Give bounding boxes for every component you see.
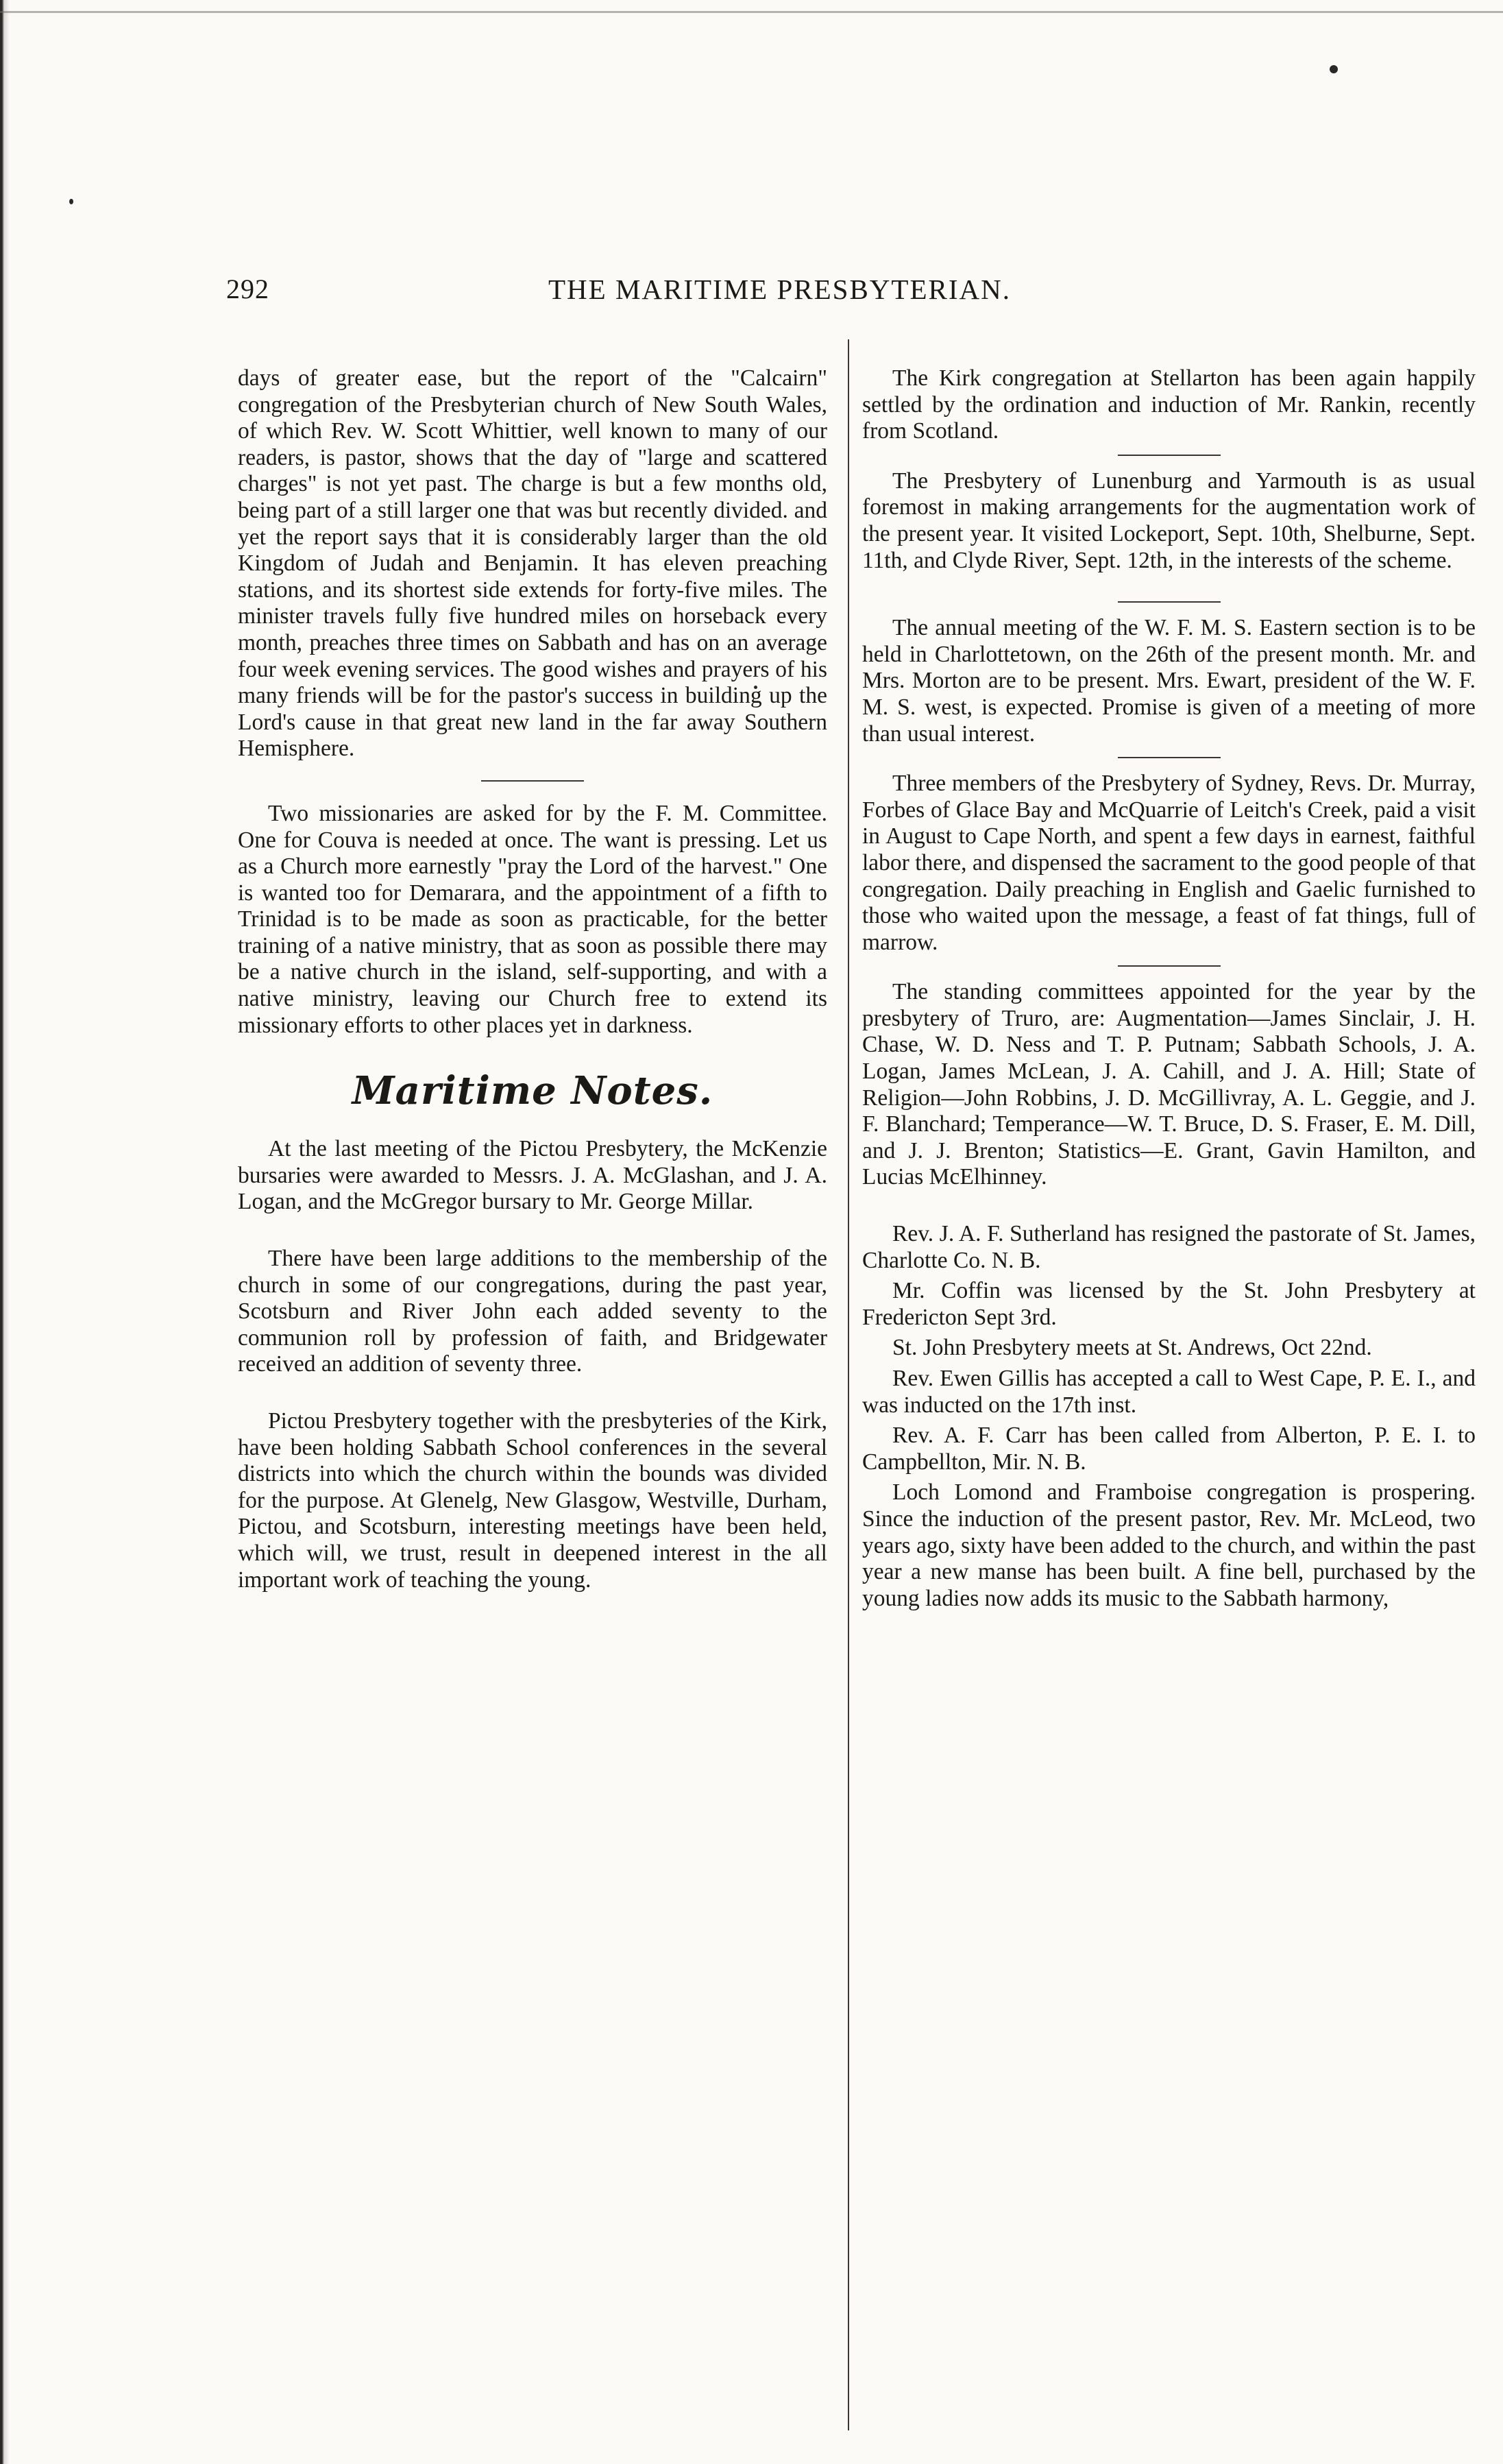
- left-column: [238, 365, 827, 1593]
- news-item: Rev. Ewen Gillis has accepted a call to West Cape, P. E. I., and was inducted on the 17th inst.: [862, 1366, 1476, 1418]
- news-item: Loch Lomond and Framboise congregation is prospering. Since the induction of the present pastor, Rev. Mr. McLeod, two years ago, sixty have been added to the church, and within the past year a new manse has been built. A fine bell, purchased by the young ladies now adds its music to the Sabbath harmony,: [862, 1479, 1476, 1611]
- separator-rule: [1118, 455, 1221, 456]
- article-paragraph: Two missionaries are asked for by the F. M. Committee. One for Couva is needed at once. The want is pressing. Let us as a Church more earnestly "pray the Lord of the harvest." One is wanted too for Demarara, and the appointment of a fifth to Trinidad is to be made as soon as practicable, for the better training of a native ministry, that as soon as possible there may be a native church in the island, self-supporting, and with a native ministry, leaving our Church free to extend its missionary efforts to other places yet in darkness.: [238, 800, 827, 1038]
- scan-edge: [0, 0, 10, 2464]
- news-item: Rev. A. F. Carr has been called from Alberton, P. E. I. to Campbellton, Mir. N. B.: [862, 1423, 1476, 1475]
- page-number: 292: [226, 274, 269, 304]
- news-item: Rev. J. A. F. Sutherland has resigned the pastorate of St. James, Charlotte Co. N. B.: [862, 1221, 1476, 1273]
- section-title: Maritime Notes.: [352, 1068, 713, 1114]
- article-paragraph: The Kirk congregation at Stellarton has been again happily settled by the ordination and induction of Mr. Rankin, recently from Scotland.: [862, 365, 1476, 444]
- article-paragraph: Pictou Presbytery together with the presbyteries of the Kirk, have been holding Sabbath School conferences in the several districts into which the church within the bounds was divided for the purpose. At Glenelg, New Glasgow, Westville, Durham, Pictou, and Scotsburn, interesting meetings have been held, which will, we trust, result in deepened interest in the all important work of teaching the young.: [238, 1408, 827, 1593]
- article-paragraph: The annual meeting of the W. F. M. S. Eastern section is to be held in Charlottetown, on the 26th of the present month. Mr. and Mrs. Morton are to be present. Mrs. Ewart, president of the W. F. M. S. west, is expected. Promise is given of a meeting of more than usual interest.: [862, 615, 1476, 747]
- scan-speck: [1330, 65, 1338, 73]
- running-head: THE MARITIME PRESBYTERIAN.: [548, 274, 1011, 305]
- article-paragraph: The standing committees appointed for the year by the presbytery of Truro, are: Augmentation—James Sinclair, J. H. Chase, W. D. Ness and T. P. Putnam; Sabbath Schools, J. A. Logan, James McLean, J. A. Cahill, and J. A. Hill; State of Religion—John Robbins, J. D. McGillivray, A. L. Geggie, and J. F. Blanchard; Temperance—W. T. Bruce, D. S. Fraser, E. M. Dill, and J. J. Brenton; Statistics—E. Grant, Gavin Hamilton, and Lucias McElhinney.: [862, 979, 1476, 1190]
- article-paragraph: days of greater ease, but the report of the "Calcairn" congregation of the Presbyterian church of New South Wales, of which Rev. W. Scott Whittier, well known to many of our readers, is pastor, shows that the day of "large and scattered charges" is not yet past. The charge is but a few months old, being part of a still larger one that was but recently divided. and yet the report says that it is considerably larger than the old Kingdom of Judah and Benjamin. It has eleven preaching stations, and its shortest side extends for forty-five miles. The minister travels fully five hundred miles on horseback every month, preaches three times on Sabbath and has on an average four week evening services. The good wishes and prayers of his many friends will be for the pastor's success in building up the Lord's cause in that great new land in the far away Southern Hemisphere.: [238, 365, 827, 762]
- separator-rule: [1118, 601, 1221, 603]
- scan-speck: [69, 199, 73, 204]
- news-item: Mr. Coffin was licensed by the St. John Presbytery at Fredericton Sept 3rd.: [862, 1278, 1476, 1330]
- page-header: [226, 273, 1480, 314]
- separator-rule: [481, 780, 584, 782]
- column-divider: [848, 339, 849, 2430]
- news-item: St. John Presbytery meets at St. Andrews, Oct 22nd.: [892, 1335, 1372, 1361]
- article-paragraph: There have been large additions to the membership of the church in some of our congregations, during the past year, Scotsburn and River John each added seventy to the communion roll by profession of faith, and Bridgewater received an addition of seventy three.: [238, 1246, 827, 1377]
- separator-rule: [1118, 757, 1221, 758]
- article-paragraph: The Presbytery of Lunenburg and Yarmouth is as usual foremost in making arrangements for the augmentation work of the present year. It visited Lockeport, Sept. 10th, Shelburne, Sept. 11th, and Clyde River, Sept. 12th, in the interests of the scheme.: [862, 468, 1476, 573]
- scan-top-line: [0, 11, 1503, 13]
- article-paragraph: At the last meeting of the Pictou Presbytery, the McKenzie bursaries were awarded to Messrs. J. A. McGlashan, and J. A. Logan, and the McGregor bursary to Mr. George Millar.: [238, 1136, 827, 1215]
- article-paragraph: Three members of the Presbytery of Sydney, Revs. Dr. Murray, Forbes of Glace Bay and McQuarrie of Leitch's Creek, paid a visit in August to Cape North, and spent a few days in earnest, faithful labor there, and dispensed the sacrament to the good people of that congregation. Daily preaching in English and Gaelic furnished to those who waited upon the message, a feast of fat things, full of marrow.: [862, 771, 1476, 955]
- separator-rule: [1118, 965, 1221, 967]
- right-column: [862, 365, 1476, 1612]
